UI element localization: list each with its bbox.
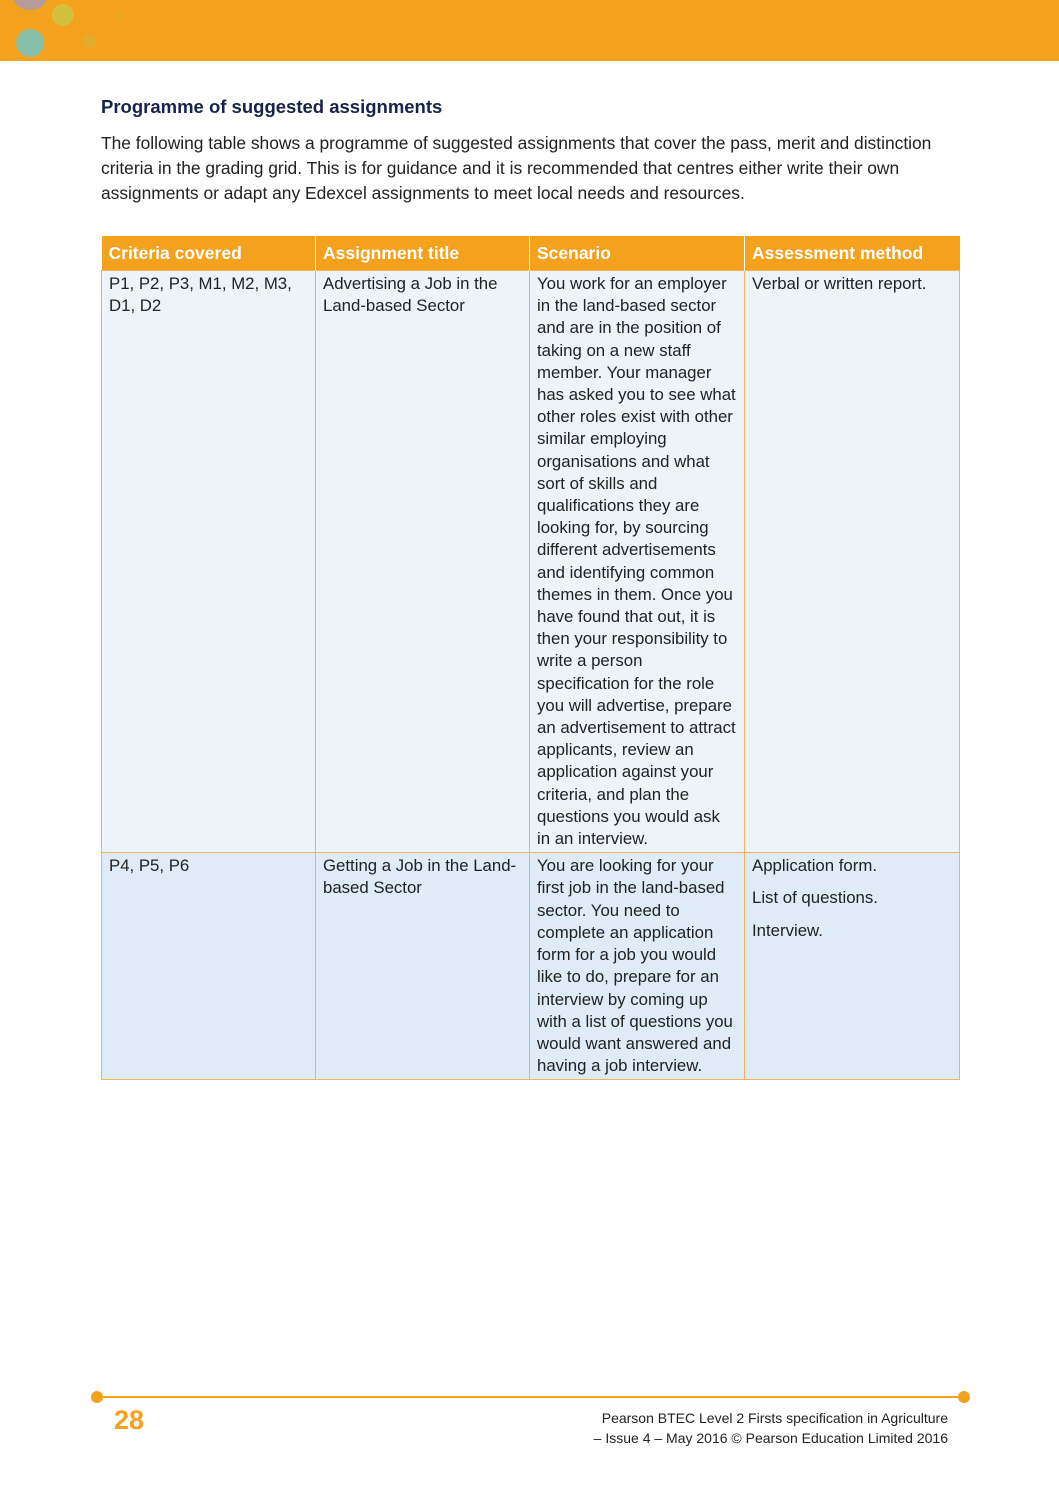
assignments-table: [101, 236, 960, 1080]
scenario-cell: You are looking for your first job in the land-based sector. You need to complete an application form for a job you would like to do, prepare for an interview by coming up with a list of questions you would want answered and having a job interview.: [530, 853, 745, 1080]
assessment-method-item: Verbal or written report.: [752, 274, 927, 293]
header-assessment-method: Assessment method: [745, 236, 960, 271]
assessment-method-item: Application form.: [752, 856, 877, 876]
criteria-cell: P4, P5, P6: [102, 853, 316, 1080]
footer-rule-dot-right: [958, 1391, 970, 1403]
header-assignment-title: Assignment title: [316, 236, 530, 271]
footer-rule: [96, 1396, 964, 1398]
page-number: 28: [114, 1405, 145, 1435]
criteria-cell: P1, P2, P3, M1, M2, M3, D1, D2: [102, 271, 316, 853]
footer-line-1: Pearson BTEC Level 2 Firsts specification in Agriculture: [601, 1410, 948, 1426]
assessment-method-item: Interview.: [752, 920, 823, 940]
assessment-method-cell: [745, 271, 960, 853]
assignment-title-cell: Advertising a Job in the Land-based Sector: [316, 271, 530, 853]
footer-citation: [594, 1408, 948, 1448]
table-header-row: [102, 236, 960, 271]
section-heading: Programme of suggested assignments: [101, 96, 443, 117]
table-row: [102, 853, 960, 1080]
assessment-method-item: List of questions.: [752, 888, 878, 908]
scenario-cell: You work for an employer in the land-based sector and are in the position of taking on a new staff member. Your manager has asked you to see what other roles exist with other similar employing organisations and what sort of skills and qualifications they are looking for, by sourcing different advertisements and identifying common themes in them. Once you have found that out, it is then your responsibility to write a person specification for the role you will advertise, prepare an advertisement to attract applicants, review an application against your criteria, and plan the questions you would ask in an interview.: [530, 271, 745, 853]
header-scenario: Scenario: [530, 236, 745, 271]
footer-line-2: – Issue 4 – May 2016 © Pearson Education Limited 2016: [593, 1430, 948, 1446]
table-row: [102, 271, 960, 853]
header-band: [0, 0, 1059, 61]
assignment-title-cell: Getting a Job in the Land-based Sector: [316, 853, 530, 1080]
footer-rule-dot-left: [91, 1391, 103, 1403]
assessment-method-cell: [745, 853, 960, 1080]
intro-paragraph: The following table shows a programme of suggested assignments that cover the pass, merit and distinction criteria in the grading grid. This is for guidance and it is recommended that centres either write their own assignments or adapt any Edexcel assignments to meet local needs and resources.: [101, 133, 932, 203]
header-criteria: Criteria covered: [102, 236, 316, 271]
